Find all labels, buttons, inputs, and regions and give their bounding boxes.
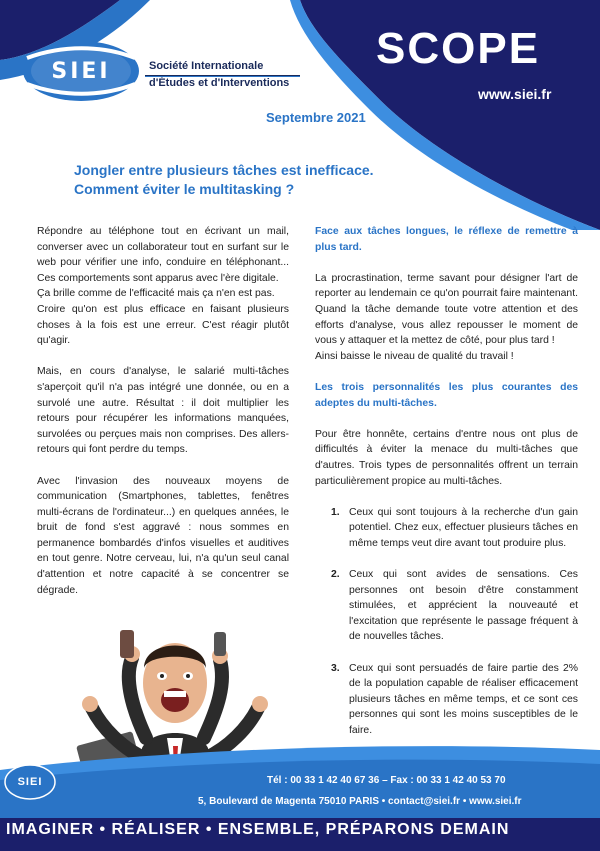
footer-slogan: IMAGINER • RÉALISER • ENSEMBLE, PRÉPARONS DEMAIN [6,821,510,838]
issue-date: Septembre 2021 [266,110,366,125]
item-number: 2. [331,569,340,581]
paragraph: La procrastination, terme savant pour désigner l'art de reporter au lendemain ce qu'on pourrait faire maintenant. Quand la tâche demande toute votre attention et des efforts d'analyse, vous allez repousser le moment de vous y attaquer et la mettez de côté, pour plus tard ! [315,272,578,347]
paragraph: Répondre au téléphone tout en écrivant un mail, converser avec un collaborateur tout en surfant sur le web pour vérifier une info, conduire en téléphonant... Ces comportements sont apparus avec l'ère digitale. [37,226,289,284]
article-headline [74,161,474,199]
logo-text: SIEI [51,58,111,84]
item-number: 1. [331,506,340,518]
headline-line-2: Comment éviter le multitasking ? [74,181,295,197]
personality-list [331,505,578,739]
company-line-2: d'Études et d'Interventions [149,77,290,89]
paragraph: Croire qu'on est plus efficace en faisant plusieurs choses à la fois est une erreur. C'est réagir plutôt qu'agir. [37,303,289,347]
paragraph: Pour être honnête, certains d'entre nous ont plus de difficultés à éviter la menace du multi-tâches que d'autres. Trois types de personnalités offrent un terrain particulièrement propice au multi-tâches. [315,428,578,487]
left-column [37,224,289,614]
section-subheading: Les trois personnalités les plus courantes des adeptes du multi-tâches. [315,381,578,409]
footer-phone-fax: Tél : 00 33 1 42 40 67 36 – Fax : 00 33 1 42 40 53 70 [267,775,506,786]
paragraph: Mais, en cours d'analyse, le salarié multi-tâches s'aperçoit qu'il n'a pas intégré une donnée, ou en a survolé une autre. Résultat : il doit multiplier les retours pour récupérer les informations manquées, survolées ou perçues mais non comprises. Des allers-retours qui font perdre du temps. [37,366,289,456]
website-link[interactable]: www.siei.fr [478,86,552,102]
list-item [331,661,578,739]
section-subheading: Face aux tâches longues, le réflexe de remettre à plus tard. [315,226,578,253]
siei-logo [22,40,140,102]
right-column [315,224,578,754]
list-item [331,505,578,552]
footer-logo [4,764,56,800]
list-item [331,567,578,645]
paragraph: Avec l'invasion des nouveaux moyens de communication (Smartphones, tablettes, fenêtres multi-écrans de l'ordinateur...) en quelques années, le bruit de fond s'est aggravé : nous sommes en permanence bombardés d'infos visuelles et auditives en tout genre. Notre cerveau, lui, n'a qu'un seul canal d'attention et notre capacité à se concentrer se dégrade. [37,475,289,596]
footer-address: 5, Boulevard de Magenta 75010 PARIS • contact@siei.fr • www.siei.fr [198,796,522,807]
item-text: Ceux qui sont persuadés de faire partie des 2% de la population capable de réaliser efficacement plusieurs tâches en même temps, et ce sont ces personnes qui sont les moins susceptibles de le faire. [349,662,578,736]
newsletter-title: SCOPE [376,24,541,73]
paragraph: Ça brille comme de l'efficacité mais ça n'en est pas. [37,288,275,300]
item-text: Ceux qui sont toujours à la recherche d'un gain potentiel. Chez eux, effectuer plusieurs tâches en même temps veut dire avant tout produire plus. [349,506,578,549]
paragraph: Ainsi baisse le niveau de qualité du travail ! [315,350,514,362]
item-text: Ceux qui sont avides de sensations. Ces personnes ont besoin d'être constamment stimulées, et apprécient la nouveauté et l'excitation que représente le passage fréquent à de nouvelles tâches. [349,569,578,643]
company-line-1: Société Internationale [149,60,264,72]
item-number: 3. [331,662,340,674]
headline-line-1: Jongler entre plusieurs tâches est inefficace. [74,162,374,178]
footer-logo-text: SIEI [17,776,43,788]
company-divider-accent [145,76,300,77]
